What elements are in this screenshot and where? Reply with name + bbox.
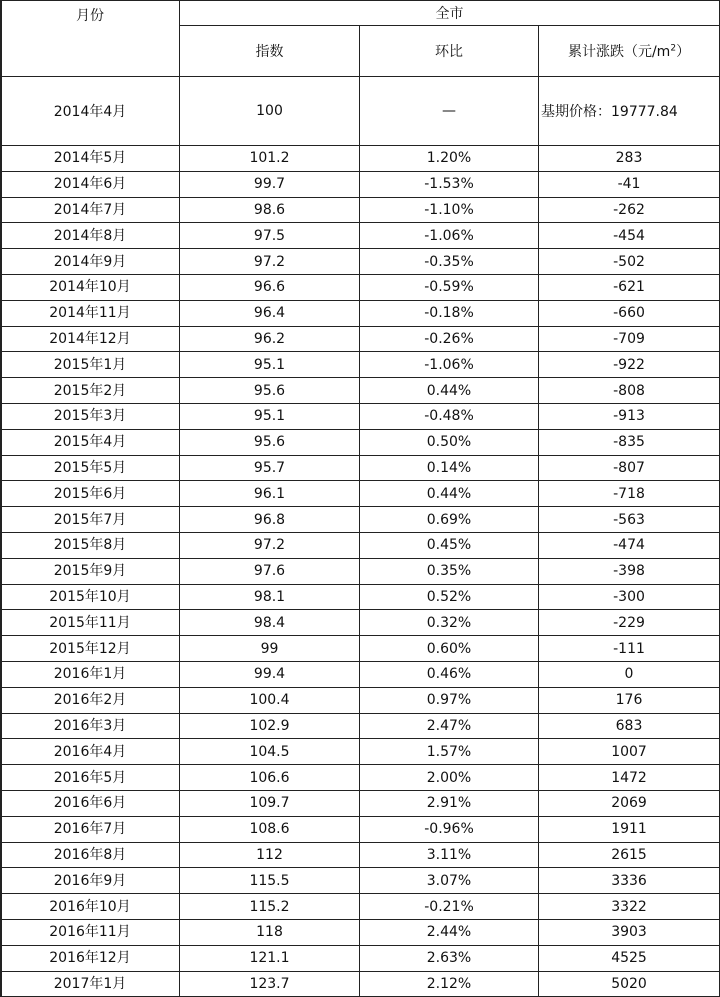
cumulative-cell: 3903 — [539, 919, 720, 945]
cumulative-cell: 683 — [539, 713, 720, 739]
cumulative-cell: 0 — [539, 661, 720, 687]
cumulative-cell: 3322 — [539, 894, 720, 920]
cumulative-cell: -709 — [539, 326, 720, 352]
city-group-header: 全市 — [180, 1, 720, 26]
table-row — [1, 326, 720, 352]
month-cell: 2015年8月 — [1, 532, 180, 558]
index-cell: 95.6 — [180, 378, 360, 404]
table-row — [1, 507, 720, 533]
cumulative-cell: -502 — [539, 249, 720, 275]
mom-cell: -0.21% — [360, 894, 539, 920]
table-row — [1, 403, 720, 429]
cumulative-cell: -300 — [539, 584, 720, 610]
table-row — [1, 636, 720, 662]
month-cell: 2014年9月 — [1, 249, 180, 275]
month-cell: 2016年6月 — [1, 790, 180, 816]
cumulative-cell: -808 — [539, 378, 720, 404]
index-cell: 96.2 — [180, 326, 360, 352]
mom-cell: 0.35% — [360, 558, 539, 584]
mom-cell: 2.12% — [360, 971, 539, 997]
month-cell: 2015年5月 — [1, 455, 180, 481]
index-cell: 97.2 — [180, 249, 360, 275]
mom-cell: -0.18% — [360, 300, 539, 326]
table-row — [1, 197, 720, 223]
cumulative-cell: -807 — [539, 455, 720, 481]
mom-cell: 0.50% — [360, 429, 539, 455]
index-cell: 115.5 — [180, 868, 360, 894]
cumulative-cell: -474 — [539, 532, 720, 558]
table-row — [1, 378, 720, 404]
mom-cell: 0.44% — [360, 378, 539, 404]
table-row — [1, 223, 720, 249]
month-cell: 2015年10月 — [1, 584, 180, 610]
table-row — [1, 532, 720, 558]
index-cell: 95.6 — [180, 429, 360, 455]
index-cell: 104.5 — [180, 739, 360, 765]
cumulative-cell: 4525 — [539, 945, 720, 971]
table-row — [1, 790, 720, 816]
table-row — [1, 765, 720, 791]
mom-cell: -1.10% — [360, 197, 539, 223]
month-cell: 2015年3月 — [1, 403, 180, 429]
cumulative-cell: -922 — [539, 352, 720, 378]
month-cell: 2016年8月 — [1, 842, 180, 868]
mom-cell: 1.20% — [360, 146, 539, 172]
index-cell: 121.1 — [180, 945, 360, 971]
month-header: 月份 — [1, 1, 180, 77]
index-cell: 99.7 — [180, 171, 360, 197]
table-row — [1, 455, 720, 481]
mom-cell: -0.96% — [360, 816, 539, 842]
index-cell: 118 — [180, 919, 360, 945]
base-month: 2014年4月 — [1, 77, 180, 146]
cumulative-cell: -913 — [539, 403, 720, 429]
table-row — [1, 971, 720, 997]
table-row — [1, 687, 720, 713]
month-cell: 2015年7月 — [1, 507, 180, 533]
table-row — [1, 249, 720, 275]
table-row — [1, 481, 720, 507]
base-mom: — — [360, 77, 539, 146]
cumulative-cell: 2069 — [539, 790, 720, 816]
cumulative-cell: -660 — [539, 300, 720, 326]
month-cell: 2014年10月 — [1, 274, 180, 300]
mom-cell: -0.26% — [360, 326, 539, 352]
cumulative-cell: 2615 — [539, 842, 720, 868]
month-cell: 2016年5月 — [1, 765, 180, 791]
index-cell: 123.7 — [180, 971, 360, 997]
cumulative-cell: -621 — [539, 274, 720, 300]
cumulative-header-sup: 2 — [670, 43, 677, 54]
month-cell: 2015年12月 — [1, 636, 180, 662]
cumulative-cell: 1007 — [539, 739, 720, 765]
table-row — [1, 713, 720, 739]
mom-header: 环比 — [360, 26, 539, 77]
cumulative-cell: -454 — [539, 223, 720, 249]
mom-cell: -1.53% — [360, 171, 539, 197]
table-row — [1, 661, 720, 687]
mom-cell: 0.52% — [360, 584, 539, 610]
index-cell: 98.1 — [180, 584, 360, 610]
cumulative-cell: -229 — [539, 610, 720, 636]
mom-cell: 2.91% — [360, 790, 539, 816]
month-cell: 2017年1月 — [1, 971, 180, 997]
cumulative-cell: 1472 — [539, 765, 720, 791]
month-cell: 2016年1月 — [1, 661, 180, 687]
index-cell: 101.2 — [180, 146, 360, 172]
table-row — [1, 429, 720, 455]
mom-cell: 2.00% — [360, 765, 539, 791]
month-cell: 2014年11月 — [1, 300, 180, 326]
index-cell: 96.8 — [180, 507, 360, 533]
table-row — [1, 868, 720, 894]
cumulative-cell: 283 — [539, 146, 720, 172]
base-period-row — [1, 77, 720, 146]
mom-cell: 2.44% — [360, 919, 539, 945]
month-cell: 2014年6月 — [1, 171, 180, 197]
cumulative-cell: -398 — [539, 558, 720, 584]
mom-cell: 0.45% — [360, 532, 539, 558]
index-cell: 112 — [180, 842, 360, 868]
month-cell: 2016年12月 — [1, 945, 180, 971]
mom-cell: 1.57% — [360, 739, 539, 765]
index-cell: 95.7 — [180, 455, 360, 481]
index-cell: 99.4 — [180, 661, 360, 687]
month-cell: 2015年11月 — [1, 610, 180, 636]
cumulative-cell: 176 — [539, 687, 720, 713]
index-cell: 97.2 — [180, 532, 360, 558]
mom-cell: 2.47% — [360, 713, 539, 739]
month-cell: 2014年7月 — [1, 197, 180, 223]
base-price: 基期价格：19777.84 — [539, 77, 720, 146]
cumulative-cell: 5020 — [539, 971, 720, 997]
header-row-1 — [1, 1, 720, 26]
table-row — [1, 945, 720, 971]
cumulative-cell: 3336 — [539, 868, 720, 894]
mom-cell: 3.07% — [360, 868, 539, 894]
cumulative-cell: -718 — [539, 481, 720, 507]
index-cell: 108.6 — [180, 816, 360, 842]
mom-cell: 2.63% — [360, 945, 539, 971]
index-cell: 98.6 — [180, 197, 360, 223]
table-row — [1, 558, 720, 584]
mom-cell: 0.60% — [360, 636, 539, 662]
cumulative-cell: -41 — [539, 171, 720, 197]
index-cell: 97.5 — [180, 223, 360, 249]
index-header: 指数 — [180, 26, 360, 77]
table-row — [1, 584, 720, 610]
month-cell: 2015年9月 — [1, 558, 180, 584]
cumulative-cell: -111 — [539, 636, 720, 662]
mom-cell: -0.59% — [360, 274, 539, 300]
index-cell: 96.6 — [180, 274, 360, 300]
table-row — [1, 739, 720, 765]
month-cell: 2016年11月 — [1, 919, 180, 945]
index-cell: 96.1 — [180, 481, 360, 507]
table-row — [1, 816, 720, 842]
table-row — [1, 300, 720, 326]
table-row — [1, 894, 720, 920]
cumulative-header-prefix: 累计涨跌（元/m — [567, 44, 671, 60]
mom-cell: 0.97% — [360, 687, 539, 713]
table-row — [1, 146, 720, 172]
month-cell: 2014年8月 — [1, 223, 180, 249]
month-cell: 2016年9月 — [1, 868, 180, 894]
mom-cell: -0.35% — [360, 249, 539, 275]
index-cell: 106.6 — [180, 765, 360, 791]
month-cell: 2016年3月 — [1, 713, 180, 739]
mom-cell: -1.06% — [360, 352, 539, 378]
table-row — [1, 919, 720, 945]
mom-cell: -1.06% — [360, 223, 539, 249]
mom-cell: 0.32% — [360, 610, 539, 636]
table-row — [1, 842, 720, 868]
month-cell: 2016年4月 — [1, 739, 180, 765]
index-cell: 96.4 — [180, 300, 360, 326]
cumulative-cell: 1911 — [539, 816, 720, 842]
index-cell: 100.4 — [180, 687, 360, 713]
index-cell: 102.9 — [180, 713, 360, 739]
month-cell: 2015年1月 — [1, 352, 180, 378]
index-cell: 95.1 — [180, 403, 360, 429]
month-cell: 2016年2月 — [1, 687, 180, 713]
table-row — [1, 610, 720, 636]
month-cell: 2014年12月 — [1, 326, 180, 352]
mom-cell: -0.48% — [360, 403, 539, 429]
index-cell: 98.4 — [180, 610, 360, 636]
mom-cell: 0.46% — [360, 661, 539, 687]
month-cell: 2015年4月 — [1, 429, 180, 455]
mom-cell: 0.69% — [360, 507, 539, 533]
mom-cell: 0.14% — [360, 455, 539, 481]
base-index: 100 — [180, 77, 360, 146]
index-cell: 99 — [180, 636, 360, 662]
month-cell: 2016年7月 — [1, 816, 180, 842]
index-cell: 109.7 — [180, 790, 360, 816]
month-cell: 2015年6月 — [1, 481, 180, 507]
mom-cell: 3.11% — [360, 842, 539, 868]
index-cell: 95.1 — [180, 352, 360, 378]
index-cell: 97.6 — [180, 558, 360, 584]
cumulative-cell: -835 — [539, 429, 720, 455]
month-cell: 2014年5月 — [1, 146, 180, 172]
cumulative-header — [539, 26, 720, 77]
mom-cell: 0.44% — [360, 481, 539, 507]
month-cell: 2016年10月 — [1, 894, 180, 920]
index-cell: 115.2 — [180, 894, 360, 920]
cumulative-header-suffix: ） — [676, 44, 691, 60]
table-row — [1, 274, 720, 300]
cumulative-cell: -262 — [539, 197, 720, 223]
cumulative-cell: -563 — [539, 507, 720, 533]
month-cell: 2015年2月 — [1, 378, 180, 404]
table-row — [1, 171, 720, 197]
table-row — [1, 352, 720, 378]
